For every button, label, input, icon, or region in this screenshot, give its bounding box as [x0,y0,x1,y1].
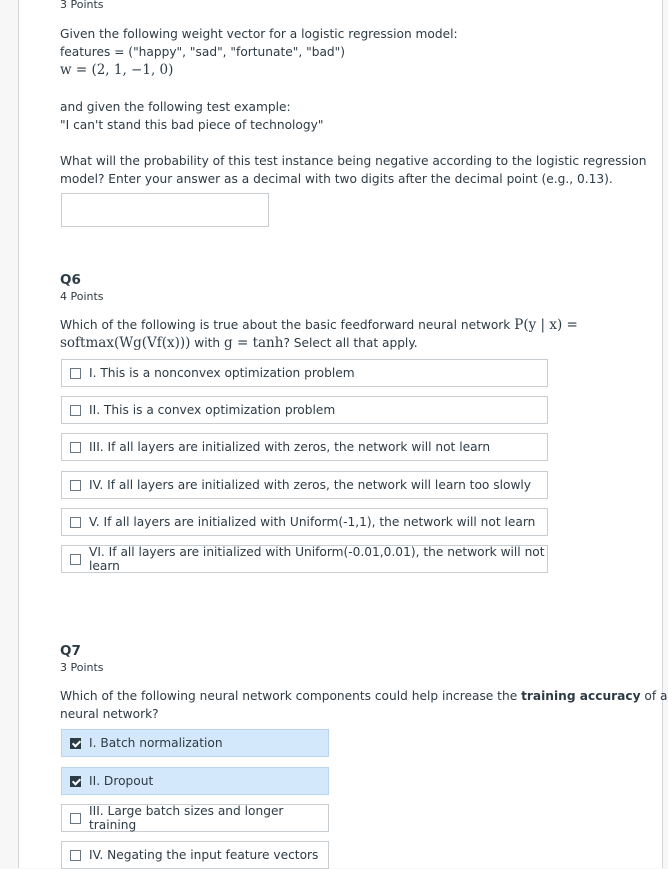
q6-option-4-label: IV. If all layers are initialized with zeros, the network will learn too slowly [89,478,532,492]
q6-formula-g: g = tanh [224,335,284,351]
checkbox-checked-icon[interactable] [70,776,81,787]
q7-emphasis: training accuracy [521,689,641,703]
q5-weight-vector: w = (2, 1, −1, 0) [60,62,174,78]
q7-question-line2: neural network? [60,707,159,721]
checkbox-icon[interactable] [70,850,81,861]
q6-question-line2 [60,334,418,352]
checkbox-checked-icon[interactable] [70,738,81,749]
q6-option-6-label: VI. If all layers are initialized with Uniform(-0.01,0.01), the network will not learn [89,545,545,573]
q7-title: Q7 [60,643,81,659]
q6-option-1-label: I. This is a nonconvex optimization problem [89,366,355,380]
q6-option-2-label: II. This is a convex optimization problem [89,403,336,417]
quiz-page [18,0,668,868]
q6-question-text: Which of the following is true about the basic feedforward neural network [60,318,515,332]
q6-option-2[interactable] [61,396,548,424]
q5-text-line1: Given the following weight vector for a logistic regression model: [60,27,458,41]
checkbox-icon[interactable] [70,442,81,453]
q5-answer-input[interactable] [61,193,269,227]
q6-points: 4 Points [60,290,104,303]
q7-option-2-label: II. Dropout [89,774,154,788]
q7-question-line1 [60,687,668,705]
q7-question-tail: of a [640,689,668,703]
q6-option-1[interactable] [61,359,548,387]
q6-question-line1 [60,316,578,334]
q6-option-4[interactable] [61,471,548,499]
checkbox-icon[interactable] [70,554,81,565]
checkbox-icon[interactable] [70,405,81,416]
q7-option-1[interactable] [61,729,329,757]
q5-question-line1: What will the probability of this test instance being negative according to the logistic regression [60,154,647,168]
q6-option-3-label: III. If all layers are initialized with zeros, the network will not learn [89,440,491,454]
q6-formula-p: P(y | x) = [514,317,578,333]
q6-with-text: with [190,336,225,350]
q7-option-4[interactable] [61,841,329,869]
q5-test-example: "I can't stand this bad piece of technology" [60,118,324,132]
q7-option-3[interactable] [61,804,329,832]
q6-select-all-text: ? Select all that apply. [283,336,418,350]
q5-question-line2: model? Enter your answer as a decimal with two digits after the decimal point (e.g., 0.13). [60,172,613,186]
q6-option-3[interactable] [61,433,548,461]
checkbox-icon[interactable] [70,517,81,528]
q7-option-4-label: IV. Negating the input feature vectors [89,848,319,862]
q7-option-1-label: I. Batch normalization [89,736,223,750]
q6-formula-softmax: softmax(Wg(Vf(x))) [60,335,191,351]
q6-option-5-label: V. If all layers are initialized with Uniform(-1,1), the network will not learn [89,515,536,529]
q7-option-2[interactable] [61,767,329,795]
checkbox-icon[interactable] [70,368,81,379]
q5-text-line4: and given the following test example: [60,100,291,114]
q6-option-5[interactable] [61,508,548,536]
q5-features: features = ("happy", "sad", "fortunate", "bad") [60,45,346,59]
q6-title: Q6 [60,272,81,288]
q6-option-6[interactable] [61,545,548,573]
checkbox-icon[interactable] [70,480,81,491]
q7-option-3-label: III. Large batch sizes and longer training [89,804,284,832]
q7-points: 3 Points [60,661,104,674]
q5-points: 3 Points [60,0,104,11]
q7-question-text: Which of the following neural network components could help increase the [60,689,522,703]
checkbox-icon[interactable] [70,813,81,824]
